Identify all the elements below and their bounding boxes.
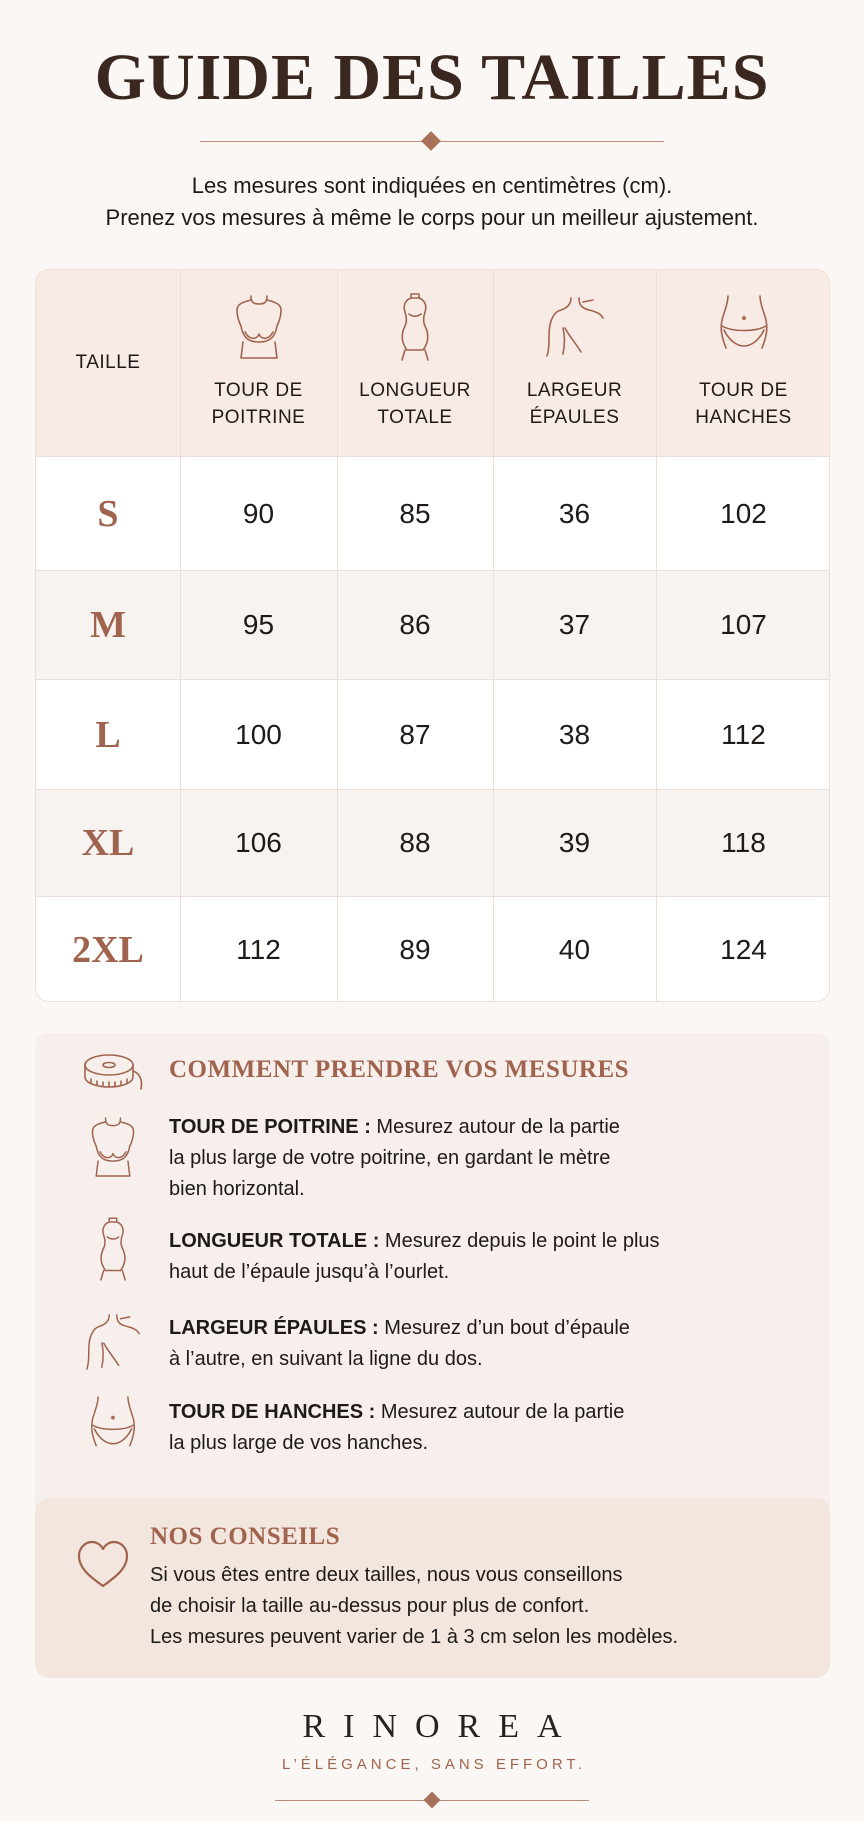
value-cell: 100 (235, 718, 282, 750)
instruction-text: Mesurez d’un bout d’épaule (378, 1317, 630, 1339)
instruction-label: TOUR DE POITRINE : (169, 1116, 371, 1138)
value-cell: 37 (558, 609, 591, 640)
instruction-text: la plus large de vos hanches. (169, 1432, 429, 1454)
value-cell: 124 (720, 934, 767, 965)
shoulder-icon (85, 1309, 141, 1377)
value-cell: 40 (558, 934, 591, 965)
table-header (36, 270, 829, 456)
instruction-label: LONGUEUR TOTALE : (169, 1230, 380, 1252)
value-cell: 112 (236, 934, 281, 965)
column-divider (493, 270, 494, 1001)
value-cell: 39 (558, 827, 591, 858)
column-header-line-1: TOUR DE (699, 380, 788, 401)
subtitle-line-2: Prenez vos mesures à même le corps pour un meilleur ajustement. (105, 205, 759, 230)
column-header-taille (36, 270, 180, 456)
dress-form-icon (385, 292, 445, 364)
size-cell: M (90, 604, 126, 646)
table-row (36, 570, 829, 679)
diamond-ornament-icon (424, 1792, 441, 1809)
subtitle (0, 170, 864, 234)
column-header-line-2: TOTALE (377, 407, 453, 428)
instruction-text: la plus large de votre poitrine, en gardant le mètre (169, 1147, 611, 1169)
value-cell: 90 (242, 497, 275, 529)
column-header-line-1: LARGEUR (526, 380, 623, 401)
size-cell: XL (81, 822, 135, 864)
hips-icon (714, 292, 774, 364)
instruction-text: bien horizontal. (169, 1178, 305, 1200)
instruction-tour-de-hanches (169, 1397, 789, 1459)
title-divider (200, 141, 664, 143)
value-cell: 107 (720, 609, 767, 640)
value-cell: 118 (721, 827, 766, 858)
conseils-line: Les mesures peuvent varier de 1 à 3 cm selon les modèles. (150, 1626, 679, 1648)
value-cell: 102 (720, 497, 767, 529)
column-header-line-1: TOUR DE (214, 380, 303, 401)
column-divider (180, 270, 181, 1001)
value-cell: 89 (399, 934, 431, 965)
column-header-longueur-totale (337, 270, 493, 456)
column-header-label: TAILLE (75, 352, 141, 373)
value-cell: 87 (399, 718, 431, 750)
value-cell: 86 (399, 609, 431, 640)
conseils-title: NOS CONSEILS (150, 1523, 341, 1550)
column-header-line-2: ÉPAULES (529, 407, 620, 428)
value-cell: 38 (558, 718, 591, 750)
column-header-largeur-epaules (493, 270, 656, 456)
conseils-line: Si vous êtes entre deux tailles, nous vous conseillons (150, 1564, 623, 1586)
size-cell: 2XL (72, 929, 144, 971)
column-header-label (180, 377, 337, 431)
bust-icon (85, 1114, 141, 1182)
conseils-line: de choisir la taille au-dessus pour plus de confort. (150, 1595, 590, 1617)
size-cell: S (97, 492, 119, 535)
column-header-label (337, 377, 493, 431)
instruction-label: LARGEUR ÉPAULES : (169, 1317, 379, 1339)
hips-icon (85, 1393, 141, 1461)
instruction-text: Mesurez autour de la partie (375, 1401, 625, 1423)
column-header-label (493, 377, 656, 431)
column-header-label (656, 377, 830, 431)
how-to-measure-title: COMMENT PRENDRE VOS MESURES (169, 1056, 630, 1083)
table-row (36, 456, 829, 570)
column-header-line-2: HANCHES (695, 407, 792, 428)
instruction-text: Mesurez depuis le point le plus (379, 1230, 660, 1252)
shoulder-icon (545, 292, 605, 364)
table-row (36, 679, 829, 789)
brand-tagline: L’ÉLÉGANCE, SANS EFFORT. (281, 1756, 587, 1773)
subtitle-line-1: Les mesures sont indiquées en centimètres (cm). (191, 173, 673, 198)
instruction-tour-de-poitrine (169, 1112, 789, 1205)
instruction-label: TOUR DE HANCHES : (169, 1401, 376, 1423)
instruction-longueur-totale (169, 1226, 789, 1288)
instruction-largeur-epaules (169, 1313, 789, 1375)
column-header-tour-de-hanches (656, 270, 830, 456)
conseils-text (150, 1560, 790, 1653)
dress-form-icon (85, 1216, 141, 1284)
instruction-text: Mesurez autour de la partie (370, 1116, 620, 1138)
size-table (35, 269, 830, 1002)
size-cell: L (95, 713, 121, 756)
instruction-text: à l’autre, en suivant la ligne du dos. (169, 1348, 483, 1370)
page-title: GUIDE DES TAILLES (94, 41, 770, 114)
value-cell: 112 (721, 718, 766, 750)
table-row (36, 789, 829, 896)
brand-logo: RINOREA (302, 1708, 580, 1745)
bust-icon (229, 292, 289, 364)
footer-divider (275, 1800, 589, 1802)
column-divider (656, 270, 657, 1001)
column-header-tour-de-poitrine (180, 270, 337, 456)
column-header-line-2: POITRINE (211, 407, 306, 428)
column-header-line-1: LONGUEUR (359, 380, 471, 401)
value-cell: 106 (235, 827, 282, 858)
table-row (36, 896, 829, 1002)
heart-icon (75, 1538, 131, 1590)
value-cell: 36 (558, 497, 591, 529)
value-cell: 95 (242, 609, 275, 640)
value-cell: 88 (399, 827, 431, 858)
conseils-panel (35, 1498, 830, 1678)
measuring-tape-icon (81, 1051, 145, 1091)
value-cell: 85 (399, 497, 431, 529)
instruction-text: haut de l’épaule jusqu’à l’ourlet. (169, 1261, 450, 1283)
column-divider (337, 270, 338, 1001)
diamond-ornament-icon (421, 131, 441, 151)
